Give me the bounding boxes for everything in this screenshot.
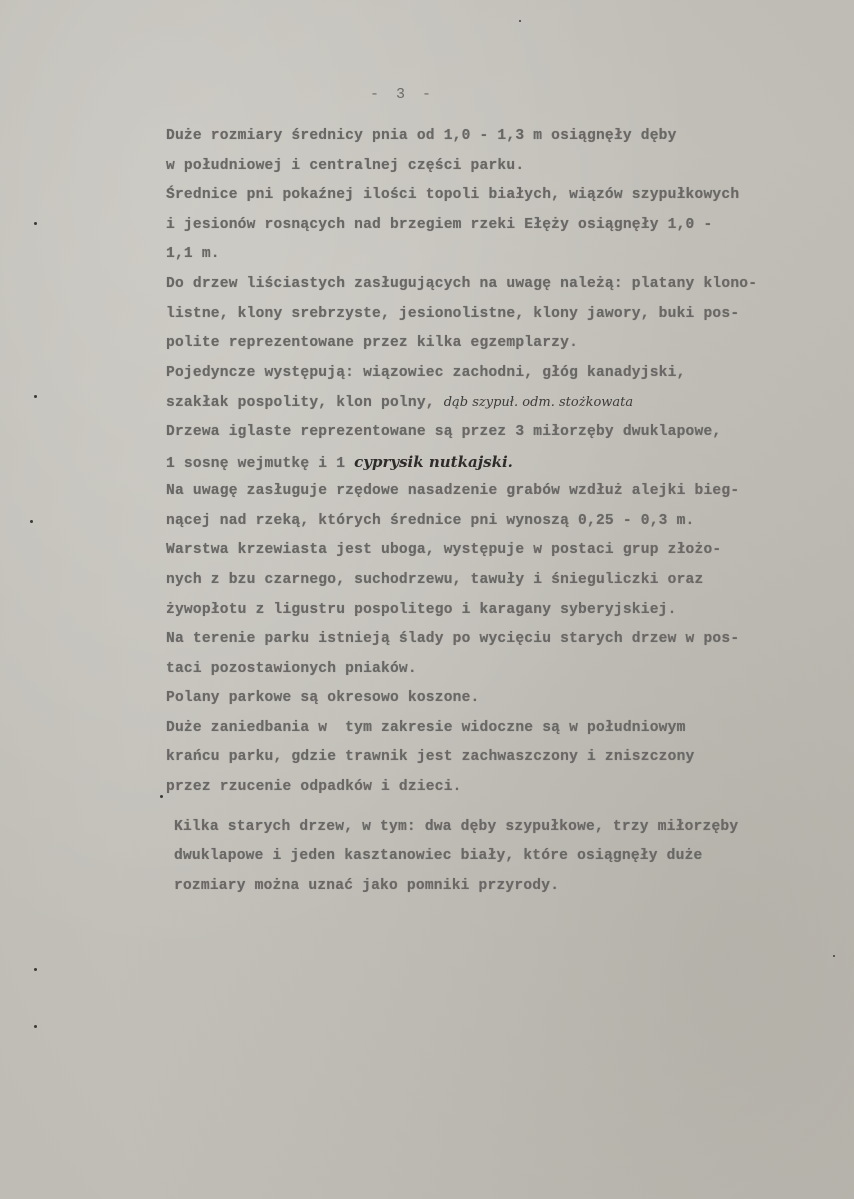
document-body <box>166 122 846 901</box>
text-line: Średnice pni pokaźnej ilości topoli białych, wiązów szypułkowych <box>166 187 740 204</box>
paper-speck <box>833 955 835 957</box>
text-line: nącej nad rzeką, których średnice pni wynoszą 0,25 - 0,3 m. <box>166 512 695 529</box>
text-line: Kilka starych drzew, w tym: dwa dęby szypułkowe, trzy miłorzęby <box>174 818 739 835</box>
text-line: żywopłotu z ligustru pospolitego i karagany syberyjskiej. <box>166 601 677 618</box>
text-line: przez rzucenie odpadków i dzieci. <box>166 779 462 796</box>
paper-speck <box>160 795 163 798</box>
paper-speck <box>34 222 37 225</box>
paper-speck <box>34 395 37 398</box>
paragraph-gap <box>166 803 846 813</box>
text-line: w południowej i centralnej części parku. <box>166 157 525 174</box>
text-line: Pojedyncze występują: wiązowiec zachodni, głóg kanadyjski, <box>166 364 686 381</box>
page-number: - 3 - <box>370 86 436 103</box>
text-line: i jesionów rosnących nad brzegiem rzeki Ełęży osiągnęły 1,0 - <box>166 216 713 233</box>
text-line: nych z bzu czarnego, suchodrzewu, tawuły i śnieguliczki oraz <box>166 571 704 588</box>
paper-speck <box>519 20 521 22</box>
text-line-with-handwriting <box>166 448 846 478</box>
handwritten-annotation: cyprysik nutkajski. <box>354 452 513 471</box>
paper-speck <box>34 968 37 971</box>
text-line: Drzewa iglaste reprezentowane są przez 3 miłorzęby dwuklapowe, <box>166 423 722 440</box>
text-line: Duże zaniedbania w tym zakresie widoczne są w południowym <box>166 719 686 736</box>
text-line: polite reprezentowane przez kilka egzemplarzy. <box>166 335 579 352</box>
paper-speck <box>30 520 33 523</box>
text-line: taci pozostawionych pniaków. <box>166 660 417 677</box>
text-line-with-handwriting <box>166 388 846 418</box>
typed-text: szakłak pospolity, klon polny, <box>166 395 435 412</box>
text-line: krańcu parku, gdzie trawnik jest zachwaszczony i zniszczony <box>166 749 695 766</box>
text-line: Warstwa krzewiasta jest uboga, występuje w postaci grup złożo- <box>166 542 722 559</box>
handwritten-annotation: dąb szypuł. odm. stożkowata <box>443 395 634 411</box>
text-line: rozmiary można uznać jako pomniki przyrody. <box>174 877 560 894</box>
paper-speck <box>34 1025 37 1028</box>
text-line: Na uwagę zasługuje rzędowe nasadzenie grabów wzdłuż alejki bieg- <box>166 483 740 500</box>
text-line: Do drzew liściastych zasługujących na uwagę należą: platany klono- <box>166 275 758 292</box>
text-line: Polany parkowe są okresowo koszone. <box>166 690 480 707</box>
text-line: dwuklapowe i jeden kasztanowiec biały, które osiągnęły duże <box>174 848 703 865</box>
text-line: listne, klony srebrzyste, jesionolistne, klony jawory, buki pos- <box>166 305 740 322</box>
text-line: Duże rozmiary średnicy pnia od 1,0 - 1,3 m osiągnęły dęby <box>166 128 677 144</box>
typed-text: 1 sosnę wejmutkę i 1 <box>166 455 346 472</box>
text-line: Na terenie parku istnieją ślady po wycięciu starych drzew w pos- <box>166 631 740 648</box>
text-line: 1,1 m. <box>166 246 220 263</box>
